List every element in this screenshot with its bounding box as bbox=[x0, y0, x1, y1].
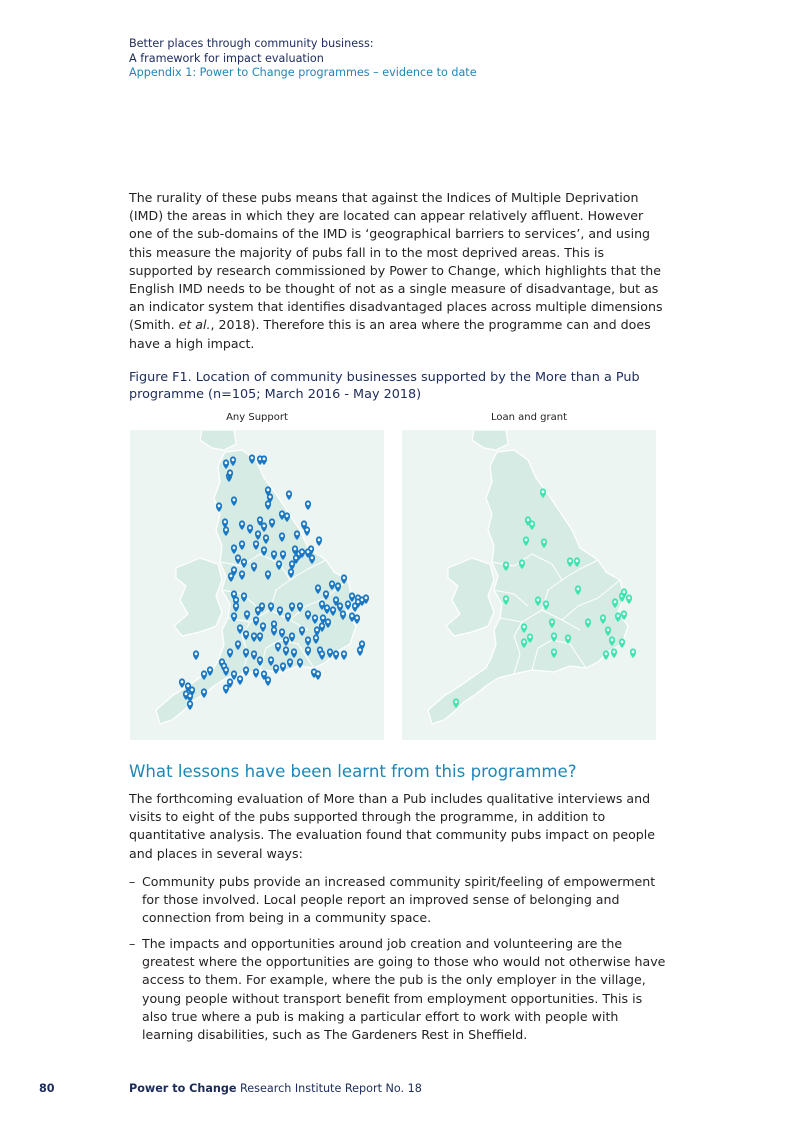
marker-dot bbox=[263, 524, 266, 527]
marker-dot bbox=[267, 488, 270, 491]
marker-dot bbox=[337, 584, 340, 587]
page-number: 80 bbox=[39, 1082, 55, 1095]
marker-dot bbox=[286, 514, 289, 517]
marker-dot bbox=[327, 620, 330, 623]
marker-dot bbox=[233, 614, 236, 617]
marker-dot bbox=[263, 548, 266, 551]
marker-dot bbox=[235, 598, 238, 601]
bullet-dash: – bbox=[129, 936, 136, 951]
marker-dot bbox=[189, 694, 192, 697]
marker-dot bbox=[311, 556, 314, 559]
marker-dot bbox=[195, 652, 198, 655]
marker-dot bbox=[317, 672, 320, 675]
footer-text bbox=[129, 1082, 422, 1095]
marker-dot bbox=[361, 642, 364, 645]
map-title-any-support: Any Support bbox=[226, 412, 288, 423]
marker-dot bbox=[621, 640, 624, 643]
marker-dot bbox=[551, 620, 554, 623]
marker-dot bbox=[203, 690, 206, 693]
marker-dot bbox=[230, 574, 233, 577]
marker-dot bbox=[257, 608, 260, 611]
marker-dot bbox=[335, 652, 338, 655]
marker-dot bbox=[225, 686, 228, 689]
marker-dot bbox=[233, 498, 236, 501]
marker-dot bbox=[356, 616, 359, 619]
marker-dot bbox=[321, 652, 324, 655]
marker-dot bbox=[253, 652, 256, 655]
marker-dot bbox=[277, 644, 280, 647]
figure-caption: Figure F1. Location of community businesses supported by the More than a Pub programme (n=105; March 2016 - May 2018) bbox=[129, 370, 640, 402]
marker-dot bbox=[225, 528, 228, 531]
marker-dot bbox=[253, 564, 256, 567]
marker-dot bbox=[632, 650, 635, 653]
marker-dot bbox=[331, 582, 334, 585]
marker-dot bbox=[576, 559, 579, 562]
marker-dot bbox=[263, 672, 266, 675]
marker-dot bbox=[605, 652, 608, 655]
marker-dot bbox=[351, 614, 354, 617]
marker-dot bbox=[257, 532, 260, 535]
wales-shape bbox=[174, 558, 222, 636]
marker-dot bbox=[623, 612, 626, 615]
marker-dot bbox=[301, 550, 304, 553]
marker-dot bbox=[343, 652, 346, 655]
header-section: Appendix 1: Power to Change programmes – evidence to date bbox=[129, 66, 477, 79]
marker-dot bbox=[181, 680, 184, 683]
marker-dot bbox=[361, 598, 364, 601]
marker-dot bbox=[569, 559, 572, 562]
wales-shape bbox=[446, 558, 494, 636]
marker-dot bbox=[329, 650, 332, 653]
marker-dot bbox=[293, 650, 296, 653]
marker-dot bbox=[339, 604, 342, 607]
marker-dot bbox=[587, 620, 590, 623]
marker-dot bbox=[529, 635, 532, 638]
marker-dot bbox=[523, 625, 526, 628]
map-loan-and-grant bbox=[402, 430, 656, 740]
marker-dot bbox=[537, 598, 540, 601]
marker-dot bbox=[282, 664, 285, 667]
marker-dot bbox=[315, 636, 318, 639]
marker-dot bbox=[253, 634, 256, 637]
bullet-text: The impacts and opportunities around job creation and volunteering are the greatest where the opportunities are going to those who would not otherwise have access to them. For example, where the pub is the only employer in the village, young people without transport benefit from employment opportunities. This is also true where a pub is making a particular effort to work with people with learning disabilities, such as The Gardeners Rest in Sheffield. bbox=[142, 936, 666, 1043]
marker-dot bbox=[243, 560, 246, 563]
marker-dot bbox=[273, 552, 276, 555]
map-title-loan-grant: Loan and grant bbox=[491, 412, 567, 423]
marker-dot bbox=[291, 634, 294, 637]
marker-dot bbox=[607, 628, 610, 631]
marker-dot bbox=[316, 628, 319, 631]
marker-dot bbox=[285, 638, 288, 641]
marker-dot bbox=[281, 534, 284, 537]
marker-dot bbox=[299, 604, 302, 607]
marker-dot bbox=[259, 634, 262, 637]
marker-dot bbox=[296, 532, 299, 535]
running-header bbox=[129, 37, 477, 81]
marker-dot bbox=[525, 538, 528, 541]
section-paragraph: The forthcoming evaluation of More than a Pub includes qualitative interviews and visits to eight of the pubs supported through the programme, in addition to quantitative analysis. The evaluation found that community pubs impact on people and places in several ways: bbox=[129, 791, 656, 861]
marker-dot bbox=[322, 616, 325, 619]
marker-dot bbox=[225, 668, 228, 671]
marker-dot bbox=[314, 616, 317, 619]
marker-dot bbox=[521, 561, 524, 564]
marker-dot bbox=[299, 660, 302, 663]
bullet-text: Community pubs provide an increased community spirit/feeling of empowerment for those involved. Local people report an improved sense of belonging and connection from being in a community space. bbox=[142, 874, 656, 926]
marker-dot bbox=[290, 570, 293, 573]
marker-dot bbox=[306, 528, 309, 531]
footer-org: Power to Change bbox=[129, 1082, 237, 1095]
marker-dot bbox=[623, 590, 626, 593]
marker-dot bbox=[553, 650, 556, 653]
marker-dot bbox=[255, 542, 258, 545]
marker-dot bbox=[278, 562, 281, 565]
marker-dot bbox=[567, 636, 570, 639]
marker-dot bbox=[243, 594, 246, 597]
marker-dot bbox=[291, 604, 294, 607]
marker-dot bbox=[301, 628, 304, 631]
marker-dot bbox=[189, 702, 192, 705]
marker-dot bbox=[270, 658, 273, 661]
italic-et-al: et al. bbox=[178, 317, 211, 333]
marker-dot bbox=[335, 598, 338, 601]
marker-dot bbox=[332, 608, 335, 611]
marker-dot bbox=[261, 604, 264, 607]
marker-dot bbox=[259, 658, 262, 661]
marker-dot bbox=[233, 546, 236, 549]
marker-dot bbox=[527, 518, 530, 521]
marker-dot bbox=[187, 684, 190, 687]
marker-dot bbox=[577, 587, 580, 590]
marker-dot bbox=[342, 612, 345, 615]
header-title: Better places through community business: bbox=[129, 37, 374, 50]
marker-dot bbox=[545, 602, 548, 605]
marker-dot bbox=[343, 576, 346, 579]
marker-dot bbox=[185, 692, 188, 695]
marker-dot bbox=[275, 666, 278, 669]
map-any-support bbox=[130, 430, 384, 740]
marker-dot bbox=[543, 540, 546, 543]
marker-dot bbox=[542, 490, 545, 493]
marker-dot bbox=[288, 492, 291, 495]
marker-dot bbox=[613, 650, 616, 653]
marker-dot bbox=[347, 602, 350, 605]
marker-dot bbox=[289, 660, 292, 663]
marker-dot bbox=[270, 604, 273, 607]
marker-dot bbox=[269, 495, 272, 498]
marker-dot bbox=[628, 596, 631, 599]
section-heading: What lessons have been learnt from this programme? bbox=[129, 762, 577, 781]
marker-dot bbox=[307, 502, 310, 505]
marker-dot bbox=[282, 552, 285, 555]
marker-dot bbox=[326, 606, 329, 609]
marker-dot bbox=[273, 622, 276, 625]
marker-dot bbox=[351, 594, 354, 597]
marker-dot bbox=[273, 628, 276, 631]
marker-dot bbox=[255, 670, 258, 673]
marker-dot bbox=[224, 520, 227, 523]
footer-report: Research Institute Report No. 18 bbox=[236, 1082, 422, 1095]
marker-dot bbox=[263, 457, 266, 460]
bullet-item bbox=[129, 935, 669, 1044]
marker-dot bbox=[203, 672, 206, 675]
marker-dot bbox=[241, 522, 244, 525]
marker-dot bbox=[617, 614, 620, 617]
marker-dot bbox=[307, 638, 310, 641]
marker-dot bbox=[313, 670, 316, 673]
marker-dot bbox=[291, 562, 294, 565]
marker-dot bbox=[611, 638, 614, 641]
marker-dot bbox=[505, 563, 508, 566]
bullet-dash: – bbox=[129, 874, 136, 889]
marker-dot bbox=[267, 502, 270, 505]
marker-dot bbox=[245, 632, 248, 635]
marker-dot bbox=[279, 608, 282, 611]
marker-dot bbox=[237, 556, 240, 559]
marker-dot bbox=[267, 678, 270, 681]
marker-dot bbox=[265, 536, 268, 539]
marker-dot bbox=[531, 522, 534, 525]
marker-dot bbox=[239, 626, 242, 629]
marker-dot bbox=[239, 677, 242, 680]
marker-dot bbox=[271, 520, 274, 523]
marker-dot bbox=[307, 612, 310, 615]
bullet-item bbox=[129, 873, 669, 928]
marker-dot bbox=[523, 640, 526, 643]
marker-dot bbox=[505, 597, 508, 600]
marker-dot bbox=[614, 600, 617, 603]
marker-dot bbox=[229, 650, 232, 653]
marker-dot bbox=[229, 471, 232, 474]
marker-dot bbox=[455, 700, 458, 703]
marker-dot bbox=[321, 602, 324, 605]
header-subtitle: A framework for impact evaluation bbox=[129, 51, 324, 65]
marker-dot bbox=[553, 634, 556, 637]
marker-dot bbox=[317, 586, 320, 589]
marker-dot bbox=[246, 612, 249, 615]
marker-dot bbox=[245, 668, 248, 671]
marker-dot bbox=[318, 538, 321, 541]
marker-dot bbox=[251, 456, 254, 459]
marker-dot bbox=[233, 568, 236, 571]
marker-dot bbox=[267, 572, 270, 575]
marker-dot bbox=[225, 461, 228, 464]
marker-dot bbox=[218, 504, 221, 507]
marker-dot bbox=[281, 512, 284, 515]
marker-dot bbox=[233, 592, 236, 595]
marker-dot bbox=[281, 630, 284, 633]
marker-dot bbox=[307, 648, 310, 651]
marker-dot bbox=[255, 618, 258, 621]
marker-dot bbox=[229, 680, 232, 683]
marker-dot bbox=[325, 592, 328, 595]
marker-dot bbox=[191, 688, 194, 691]
marker-dot bbox=[285, 648, 288, 651]
marker-dot bbox=[294, 547, 297, 550]
marker-dot bbox=[249, 526, 252, 529]
marker-dot bbox=[209, 668, 212, 671]
marker-dot bbox=[241, 572, 244, 575]
marker-dot bbox=[307, 550, 310, 553]
marker-dot bbox=[245, 650, 248, 653]
marker-dot bbox=[365, 596, 368, 599]
marker-dot bbox=[241, 542, 244, 545]
marker-dot bbox=[235, 604, 238, 607]
marker-dot bbox=[602, 616, 605, 619]
marker-dot bbox=[262, 624, 265, 627]
marker-dot bbox=[233, 672, 236, 675]
marker-dot bbox=[259, 518, 262, 521]
marker-dot bbox=[357, 600, 360, 603]
intro-paragraph: The rurality of these pubs means that against the Indices of Multiple Deprivation (IMD) the areas in which they are located can appear relatively affluent. However one of the sub-domains of the IMD is ‘geographical barriers to services’, and using this measure the majority of pubs fall in to the most deprived areas. This is supported by research commissioned by Power to Change, which highlights that the English IMD needs to be thought of not as a single measure of disadvantage, but as an indicator system that identifies disadvantaged places across multiple dimensions (Smith. et al., 2018). Therefore this is an area where the programme can and does have a high impact. bbox=[129, 190, 663, 351]
marker-dot bbox=[287, 614, 290, 617]
marker-dot bbox=[303, 522, 306, 525]
marker-dot bbox=[237, 642, 240, 645]
marker-dot bbox=[232, 458, 235, 461]
marker-dot bbox=[321, 624, 324, 627]
